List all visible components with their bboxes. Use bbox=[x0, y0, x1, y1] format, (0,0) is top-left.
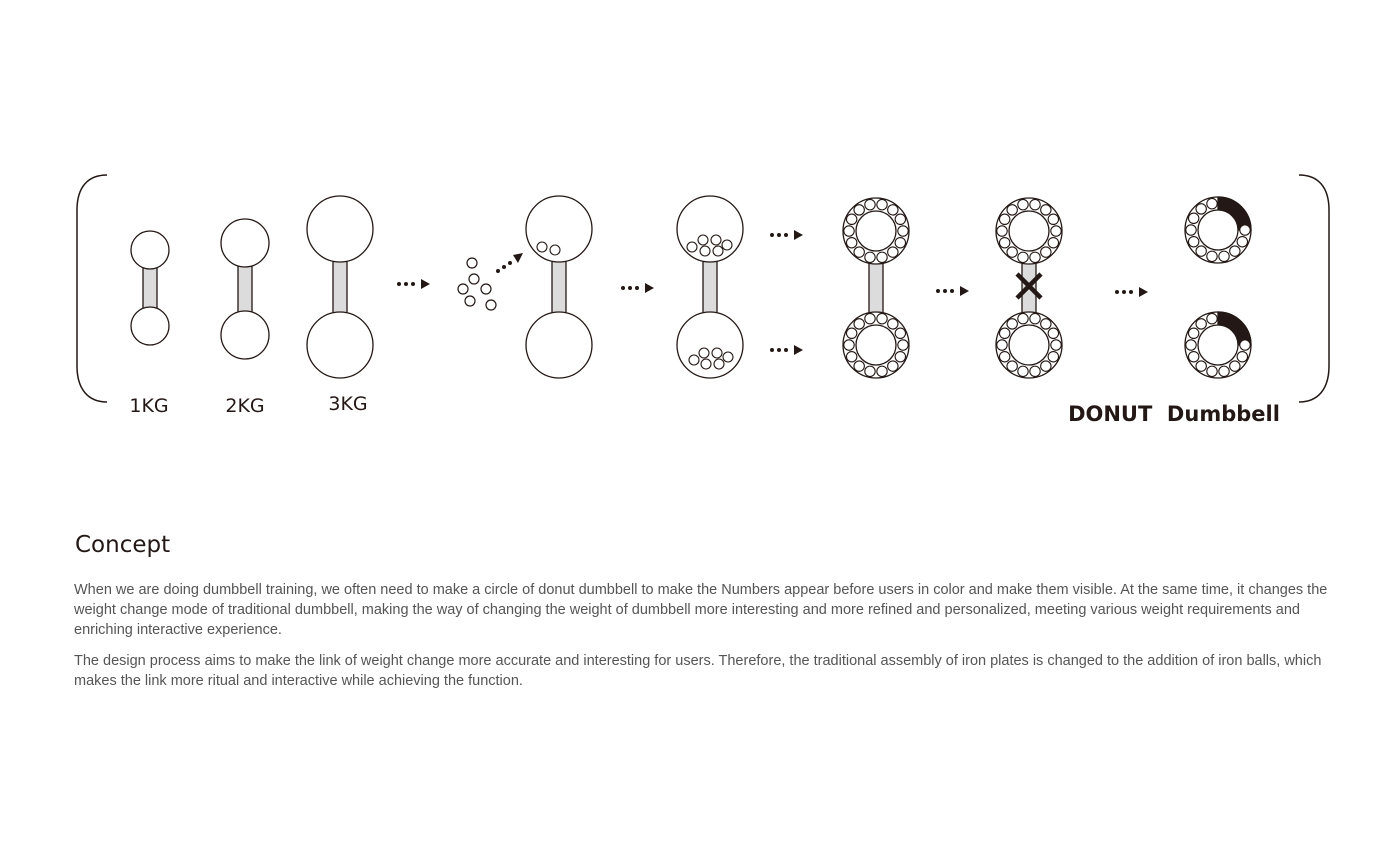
iron-ball-icon bbox=[895, 328, 905, 338]
iron-ball-icon bbox=[877, 199, 887, 209]
iron-ball-icon bbox=[1196, 246, 1206, 256]
iron-ball-icon bbox=[846, 352, 856, 362]
arrow-icon bbox=[770, 230, 803, 240]
iron-ball-icon bbox=[1188, 352, 1198, 362]
iron-ball-icon bbox=[1196, 361, 1206, 371]
right-bracket bbox=[1299, 175, 1329, 402]
iron-ball-icon bbox=[1018, 252, 1028, 262]
iron-ball-icon bbox=[1207, 366, 1217, 376]
dumbbell-donut-ring bbox=[843, 198, 909, 378]
dumbbell-3kg bbox=[307, 196, 373, 378]
iron-ball-icon bbox=[1048, 352, 1058, 362]
concept-paragraph-1: When we are doing dumbbell training, we often need to make a circle of donut dumbbell to make the Numbers appear before users in color and make them visible. At the same time, it changes the weight change mode of traditional dumbbell, making the way of changing the weight of dumbbell more interesting and more refined and personalized, meeting various weight requirements and enriching interactive experience. bbox=[74, 582, 1328, 638]
iron-ball-icon bbox=[854, 361, 864, 371]
concept-heading: Concept bbox=[75, 532, 171, 558]
donut-ring-progress bbox=[1185, 312, 1251, 378]
iron-ball-icon bbox=[1230, 361, 1240, 371]
dumbbell-balls-added bbox=[526, 196, 592, 378]
iron-ball-icon bbox=[888, 247, 898, 257]
donut-hole bbox=[1009, 211, 1049, 251]
iron-ball-icon bbox=[1186, 340, 1196, 350]
iron-ball-icon bbox=[888, 205, 898, 215]
arrow-icon bbox=[936, 286, 969, 296]
iron-ball-icon bbox=[1007, 247, 1017, 257]
iron-ball-icon bbox=[467, 258, 477, 268]
iron-ball-icon bbox=[458, 284, 468, 294]
concept-paragraph-2: The design process aims to make the link of weight change more accurate and interesting for users. Therefore, the traditional assembly of iron plates is changed to the addition of iron balls, which makes the link more ritual and interactive while achieving the function. bbox=[74, 653, 1322, 689]
iron-ball-icon bbox=[888, 319, 898, 329]
iron-ball-icon bbox=[865, 199, 875, 209]
donut-hole bbox=[856, 325, 896, 365]
iron-ball-icon bbox=[999, 238, 1009, 248]
iron-ball-icon bbox=[1207, 313, 1217, 323]
iron-ball-icon bbox=[877, 313, 887, 323]
donut-ring bbox=[996, 312, 1062, 378]
iron-ball-icon bbox=[895, 238, 905, 248]
iron-ball-icon bbox=[888, 361, 898, 371]
iron-ball-icon bbox=[1030, 252, 1040, 262]
donut-hole bbox=[1198, 210, 1238, 250]
product-title: DONUT Dumbbell bbox=[1068, 402, 1280, 426]
iron-ball-icon bbox=[997, 340, 1007, 350]
iron-ball-icon bbox=[1051, 226, 1061, 236]
donut-hole bbox=[1198, 325, 1238, 365]
left-bracket bbox=[77, 175, 107, 402]
iron-ball-icon bbox=[1196, 204, 1206, 214]
iron-ball-icon bbox=[1219, 251, 1229, 261]
iron-ball-icon bbox=[537, 242, 547, 252]
iron-ball-icon bbox=[1237, 352, 1247, 362]
iron-ball-icon bbox=[999, 214, 1009, 224]
iron-ball-icon bbox=[1041, 205, 1051, 215]
scattered-iron-balls bbox=[458, 258, 496, 310]
iron-ball-icon bbox=[1048, 214, 1058, 224]
dumbbell-1kg bbox=[131, 231, 169, 345]
iron-ball-icon bbox=[844, 340, 854, 350]
iron-ball-icon bbox=[1240, 340, 1250, 350]
iron-ball-icon bbox=[877, 366, 887, 376]
iron-ball-icon bbox=[895, 352, 905, 362]
iron-ball-icon bbox=[481, 284, 491, 294]
iron-ball-icon bbox=[465, 296, 475, 306]
iron-ball-icon bbox=[999, 352, 1009, 362]
iron-ball-icon bbox=[898, 226, 908, 236]
iron-ball-icon bbox=[844, 226, 854, 236]
arrow-icon bbox=[1115, 287, 1148, 297]
iron-ball-icon bbox=[1048, 238, 1058, 248]
iron-ball-icon bbox=[550, 245, 560, 255]
weight-label-3kg: 3KG bbox=[328, 393, 368, 415]
iron-ball-icon bbox=[1030, 366, 1040, 376]
iron-ball-icon bbox=[1219, 366, 1229, 376]
iron-ball-icon bbox=[999, 328, 1009, 338]
arrow-icon bbox=[397, 279, 430, 289]
iron-ball-icon bbox=[1041, 319, 1051, 329]
donut-ring bbox=[843, 312, 909, 378]
donut-hole bbox=[856, 211, 896, 251]
iron-ball-icon bbox=[1207, 198, 1217, 208]
iron-ball-icon bbox=[865, 366, 875, 376]
iron-ball-icon bbox=[854, 205, 864, 215]
iron-ball-icon bbox=[854, 247, 864, 257]
iron-ball-icon bbox=[1230, 246, 1240, 256]
iron-ball-icon bbox=[486, 300, 496, 310]
weight-label-2kg: 2KG bbox=[225, 395, 265, 417]
dumbbell-handle-removed bbox=[996, 198, 1062, 378]
iron-ball-icon bbox=[846, 238, 856, 248]
dumbbell-2kg bbox=[221, 219, 269, 359]
iron-ball-icon bbox=[1186, 225, 1196, 235]
iron-ball-icon bbox=[1007, 361, 1017, 371]
iron-ball-icon bbox=[469, 274, 479, 284]
iron-ball-icon bbox=[1188, 328, 1198, 338]
donut-hole bbox=[1009, 325, 1049, 365]
iron-ball-icon bbox=[877, 252, 887, 262]
iron-ball-icon bbox=[846, 328, 856, 338]
weight-label-1kg: 1KG bbox=[129, 395, 169, 417]
iron-ball-icon bbox=[1030, 199, 1040, 209]
iron-ball-icon bbox=[1196, 319, 1206, 329]
donut-ring bbox=[996, 198, 1062, 264]
iron-ball-icon bbox=[1030, 313, 1040, 323]
iron-ball-icon bbox=[1041, 361, 1051, 371]
iron-ball-icon bbox=[1051, 340, 1061, 350]
iron-ball-icon bbox=[1048, 328, 1058, 338]
iron-ball-icon bbox=[1237, 237, 1247, 247]
arrow-icon bbox=[496, 253, 523, 273]
dumbbell-balls-collected bbox=[677, 196, 743, 378]
iron-ball-icon bbox=[1007, 205, 1017, 215]
iron-ball-icon bbox=[1240, 225, 1250, 235]
iron-ball-icon bbox=[1041, 247, 1051, 257]
iron-ball-icon bbox=[1007, 319, 1017, 329]
iron-ball-icon bbox=[1188, 237, 1198, 247]
donut-progress-display bbox=[1185, 197, 1251, 378]
iron-ball-icon bbox=[1018, 366, 1028, 376]
iron-ball-icon bbox=[1018, 199, 1028, 209]
iron-ball-icon bbox=[1207, 251, 1217, 261]
iron-ball-icon bbox=[895, 214, 905, 224]
iron-ball-icon bbox=[854, 319, 864, 329]
arrow-icon bbox=[621, 283, 654, 293]
iron-ball-icon bbox=[1018, 313, 1028, 323]
iron-ball-icon bbox=[846, 214, 856, 224]
donut-ring-progress bbox=[1185, 197, 1251, 263]
arrow-icon bbox=[770, 345, 803, 355]
iron-ball-icon bbox=[997, 226, 1007, 236]
iron-ball-icon bbox=[1188, 213, 1198, 223]
iron-ball-icon bbox=[865, 313, 875, 323]
iron-ball-icon bbox=[898, 340, 908, 350]
donut-ring bbox=[843, 198, 909, 264]
iron-ball-icon bbox=[865, 252, 875, 262]
